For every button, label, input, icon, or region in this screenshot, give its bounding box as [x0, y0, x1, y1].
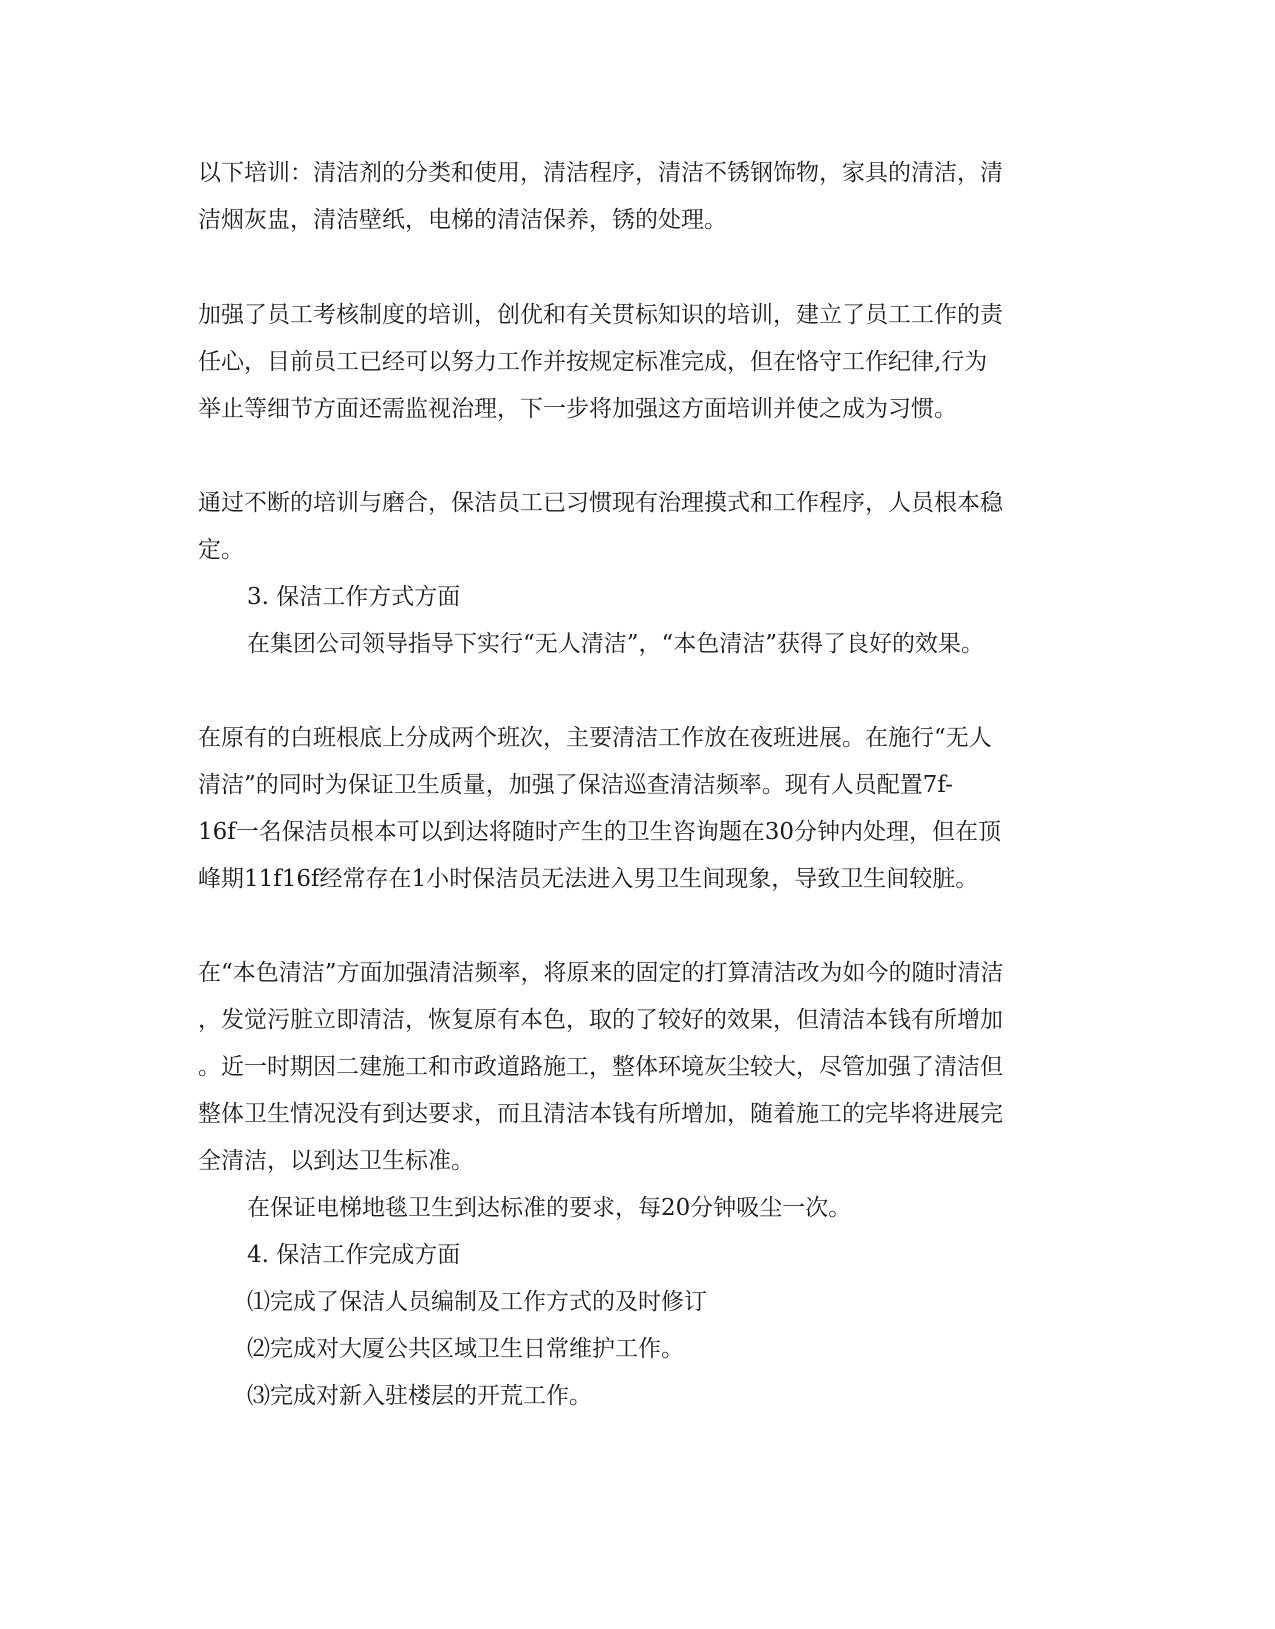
text-line: 16f一名保洁员根本可以到达将随时产生的卫生咨询题在30分钟内处理，但在顶 — [198, 819, 1002, 845]
list-item: ⑶完成对新入驻楼层的开荒工作。 — [247, 1383, 592, 1409]
list-item: ⑵完成对大厦公共区域卫生日常维护工作。 — [247, 1336, 684, 1362]
text-line: 在原有的白班根底上分成两个班次，主要清洁工作放在夜班进展。在施行“无人 — [198, 725, 992, 751]
text-line: 任心，目前员工已经可以努力工作并按规定标准完成，但在恪守工作纪律,行为 — [198, 349, 988, 375]
list-item: ⑴完成了保洁人员编制及工作方式的及时修订 — [247, 1289, 707, 1315]
section-heading: 3. 保洁工作方式方面 — [247, 584, 461, 610]
text-line: ，发觉污脏立即清洁，恢复原有本色，取的了较好的效果，但清洁本钱有所增加 — [198, 1007, 1003, 1033]
text-line: 洁烟灰盅，清洁壁纸，电梯的清洁保养，锈的处理。 — [198, 207, 727, 233]
text-line: 在保证电梯地毯卫生到达标准的要求，每20分钟吸尘一次。 — [247, 1195, 852, 1221]
text-line: 整体卫生情况没有到达要求，而且清洁本钱有所增加，随着施工的完毕将进展完 — [198, 1101, 1003, 1127]
text-line: 定。 — [198, 537, 244, 563]
text-line: 举止等细节方面还需监视治理，下一步将加强这方面培训并使之成为习惯。 — [198, 396, 957, 422]
text-line: 。近一时期因二建施工和市政道路施工，整体环境灰尘较大，尽管加强了清洁但 — [198, 1054, 1003, 1080]
text-line: 在“本色清洁”方面加强清洁频率，将原来的固定的打算清洁改为如今的随时清洁 — [198, 960, 1004, 986]
text-line: 清洁”的同时为保证卫生质量，加强了保洁巡查清洁频率。现有人员配置7f- — [198, 772, 953, 798]
text-line: 以下培训：清洁剂的分类和使用，清洁程序，清洁不锈钢饰物，家具的清洁，清 — [198, 160, 1003, 186]
text-line: 全清洁，以到达卫生标准。 — [198, 1148, 474, 1174]
text-line: 加强了员工考核制度的培训，创优和有关贯标知识的培训，建立了员工工作的责 — [198, 302, 1003, 328]
text-line: 通过不断的培训与磨合，保洁员工已习惯现有治理摸式和工作程序，人员根本稳 — [198, 490, 1003, 516]
section-heading: 4. 保洁工作完成方面 — [247, 1242, 461, 1268]
text-line: 峰期11f16f经常存在1小时保洁员无法进入男卫生间现象，导致卫生间较脏。 — [198, 866, 979, 892]
text-line: 在集团公司领导指导下实行“无人清洁”，“本色清洁”获得了良好的效果。 — [247, 631, 985, 657]
